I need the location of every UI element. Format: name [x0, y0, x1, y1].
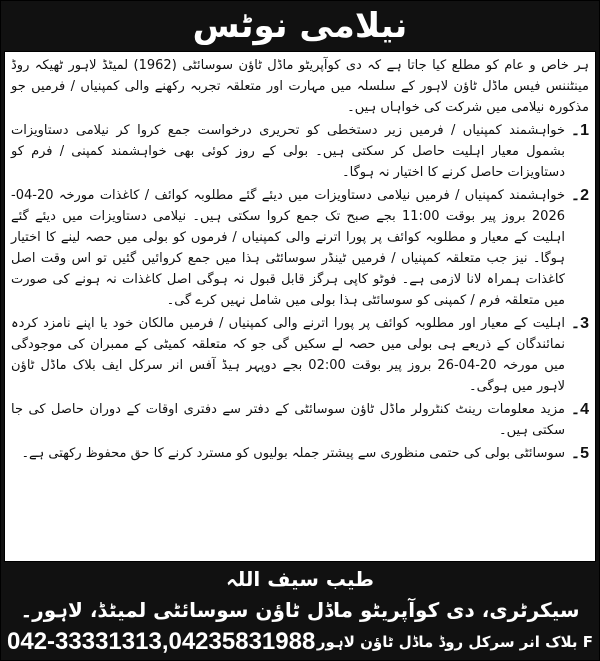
item-text: اہلیت کے معیار اور مطلوبہ کوائف پر پورا اترنے والی کمپنیاں / فرمیں مالکان خود یا اپنے نامزد کردہ نمائندگان کے ذریعے ہی بولی میں حصہ لے سکیں گی جو کہ متعلقہ کمیٹی کے ممبران کی موجودگی میں مورخہ 20-04-26 بروز پیر بوقت 02:00 بجے دوپہر ہیڈ آفس انر سرکل ایف بلاک ماڈل ٹاؤن لاہور میں ہوگی۔ — [11, 316, 565, 394]
notice-body — [4, 51, 596, 562]
list-item — [11, 185, 589, 311]
phone-numbers: 042-33331313,04235831988 — [7, 628, 316, 655]
notice-title: نیلامی نوٹس — [192, 6, 408, 46]
item-text: خواہشمند کمپنیاں / فرمیں زیر دستخطی کو تحریری درخواست جمع کروا کر نیلامی دستاویزات بشمول معیار اہلیت حاصل کر سکتی ہیں۔ بولی کے روز کوئی بھی خواہشمند کمپنی / فرم کو دستاویزات حاصل کرنے کا اختیار نہ ہوگا۔ — [11, 123, 565, 180]
list-item — [11, 120, 589, 183]
list-item — [11, 443, 589, 464]
title-bar — [1, 1, 599, 51]
list-item — [11, 399, 589, 441]
contact-line — [1, 626, 599, 658]
item-number: 3۔ — [570, 315, 589, 332]
signatory-designation: سیکرٹری، دی کوآپریٹو ماڈل ٹاؤن سوسائٹی لمیٹڈ، لاہور۔ — [20, 598, 580, 622]
item-text: خواہشمند کمپنیاں / فرمیں نیلامی دستاویزات میں دیئے گئے مطلوبہ کوائف / کاغذات مورخہ 20-04-2026 بروز پیر بوقت 11:00 بجے صبح تک جمع کروا سکتی ہیں۔ نیلامی دستاویزات میں دیئے گئے اہلیت کے معیار و مطلوبہ کوائف پر پورا اترنے والی کمپنیاں / فرموں کو بولی میں حصہ لینے کا اختیار ہوگا۔ نیز جب متعلقہ کمپنیاں / فرمیں ٹینڈر سوسائٹی ہذا میں جمع کروائیں گئیں تو اس وقت اصل کاغذات ہمراہ لانا لازمی ہے۔ فوٹو کاپی ہرگز قابل قبول نہ ہوگی اصل کاغذات نہ ہونے کی صورت میں متعلقہ فرم / کمپنی کو سوسائٹی ہذا بولی میں شامل نہیں کرے گی۔ — [11, 188, 565, 308]
item-number: 4۔ — [570, 401, 589, 418]
intro-paragraph: ہر خاص و عام کو مطلع کیا جاتا ہے کہ دی کوآپریٹو ماڈل ٹاؤن سوسائٹی (1962) لمیٹڈ لاہور ٹھیکہ روڈ مینٹننس فیس ماڈل ٹاؤن لاہور کے سلسلہ میں مہارت اور متعلقہ تجربہ رکھنے والی کمپنیاں / فرمیں جو مذکورہ نیلامی میں شرکت کی خواہاں ہیں۔ — [11, 58, 589, 115]
list-item — [11, 313, 589, 397]
footer — [1, 562, 599, 660]
address: F بلاک انر سرکل روڈ ماڈل ٹاؤن لاہور — [316, 633, 593, 651]
item-text: سوسائٹی بولی کی حتمی منظوری سے پیشتر جملہ بولیوں کو مسترد کرنے کا حق محفوظ رکھتی ہے۔ — [21, 446, 565, 461]
signatory-name: طیب سیف اللہ — [226, 567, 374, 591]
item-number: 2۔ — [570, 187, 589, 204]
item-number: 1۔ — [570, 122, 589, 139]
item-text: مزید معلومات رینٹ کنٹرولر ماڈل ٹاؤن سوسائٹی کے دفتر سے دفتری اوقات کے دوران حاصل کی جا سکتی ہیں۔ — [11, 402, 565, 438]
item-number: 5۔ — [570, 445, 589, 462]
